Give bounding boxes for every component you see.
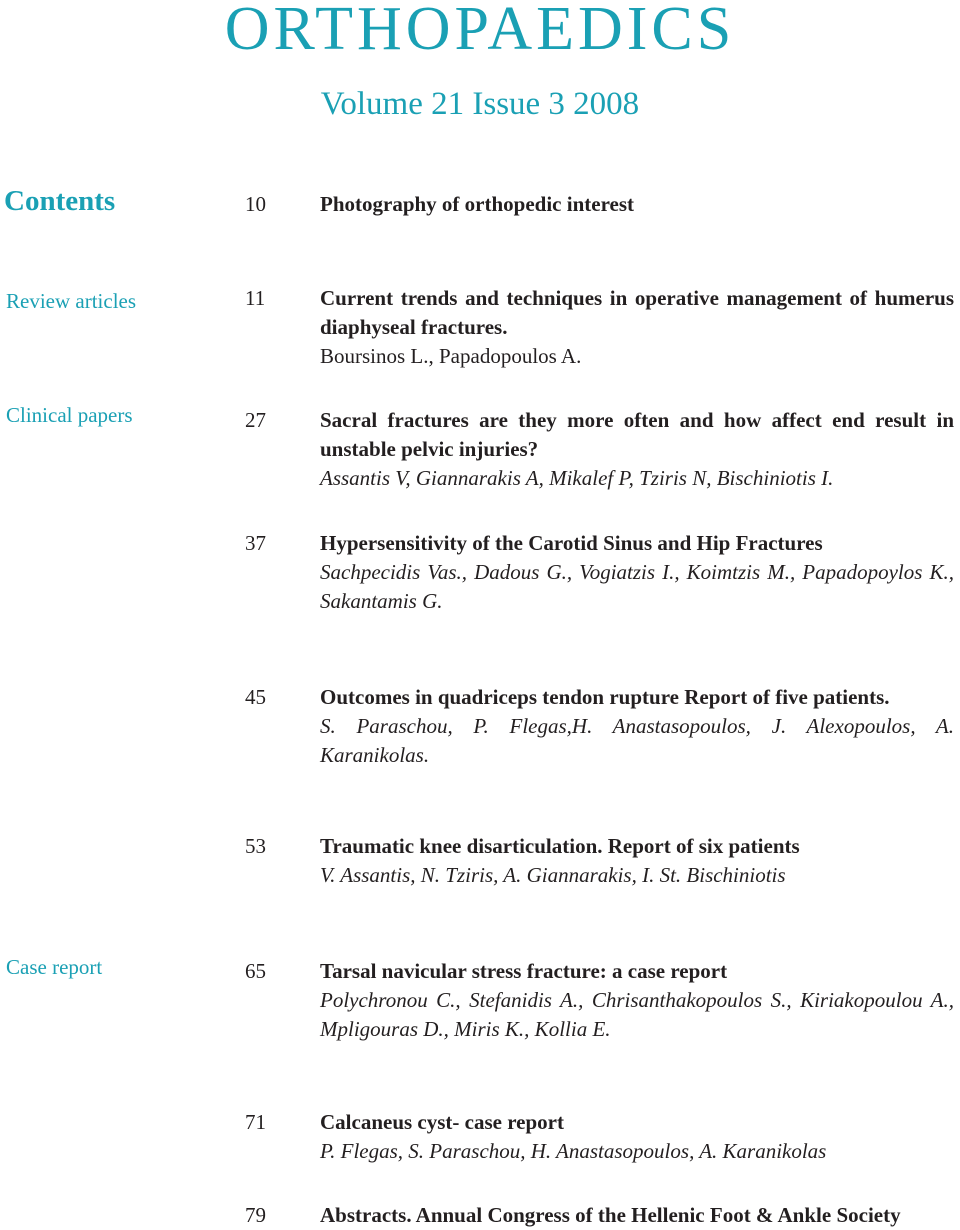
entry-body	[320, 190, 954, 219]
section-label-clinical-papers: Clinical papers	[6, 403, 133, 427]
entry-body	[320, 284, 954, 371]
page-number: 10	[245, 192, 266, 216]
entry-body	[320, 832, 954, 890]
page-number: 27	[245, 408, 266, 432]
entry-authors: Boursinos L., Papadopoulos A.	[320, 344, 582, 368]
journal-title: ORTHOPAEDICS	[224, 0, 736, 63]
entry-title[interactable]: Outcomes in quadriceps tendon rupture Report of five patients.	[320, 685, 890, 709]
entry-authors: V. Assantis, N. Tziris, A. Giannarakis, I. St. Bischiniotis	[320, 863, 786, 887]
section-label-review-articles: Review articles	[6, 289, 137, 313]
entry-body	[320, 1201, 954, 1230]
page-number: 79	[245, 1203, 266, 1227]
entry-title[interactable]: Calcaneus cyst- case report	[320, 1110, 564, 1134]
entry-title[interactable]: Current trends and techniques in operative management of humerus diaphyseal fractures.	[320, 286, 954, 339]
entry-authors: P. Flegas, S. Paraschou, H. Anastasopoulos, A. Karanikolas	[320, 1139, 827, 1163]
section-label-contents: Contents	[4, 185, 116, 217]
page-number: 53	[245, 834, 266, 858]
entry-body	[320, 406, 954, 493]
entry-body	[320, 529, 954, 616]
entry-authors: Sachpecidis Vas., Dadous G., Vogiatzis I., Koimtzis M., Papadopoylos K., Sakantamis G.	[320, 560, 954, 613]
entry-title[interactable]: Traumatic knee disarticulation. Report of six patients	[320, 834, 800, 858]
page-number: 71	[245, 1110, 266, 1134]
page-number: 65	[245, 959, 266, 983]
page-number: 37	[245, 531, 266, 555]
entry-body	[320, 1108, 954, 1166]
section-label-case-report: Case report	[6, 955, 103, 979]
entry-body	[320, 957, 954, 1044]
entry-authors: S. Paraschou, P. Flegas,H. Anastasopoulos, J. Alexopoulos, A. Karanikolas.	[320, 714, 954, 767]
entry-title[interactable]: Tarsal navicular stress fracture: a case report	[320, 959, 728, 983]
entry-body	[320, 683, 954, 770]
entry-authors: Polychronou C., Stefanidis A., Chrisanthakopoulos S., Kiriakopoulou A., Mpligouras D., Miris K., Kollia E.	[320, 988, 954, 1041]
entry-title[interactable]: Photography of orthopedic interest	[320, 192, 635, 216]
entry-title[interactable]: Abstracts. Annual Congress of the Hellenic Foot & Ankle Society	[320, 1203, 901, 1227]
issue-line: Volume 21 Issue 3 2008	[320, 86, 640, 122]
page-number: 45	[245, 685, 266, 709]
page-number: 11	[245, 286, 266, 310]
entry-authors: Assantis V, Giannarakis A, Mikalef P, Tziris N, Bischiniotis I.	[320, 466, 834, 490]
entry-title[interactable]: Hypersensitivity of the Carotid Sinus and Hip Fractures	[320, 531, 823, 555]
entry-title[interactable]: Sacral fractures are they more often and how affect end result in unstable pelvic injuries?	[320, 408, 954, 461]
